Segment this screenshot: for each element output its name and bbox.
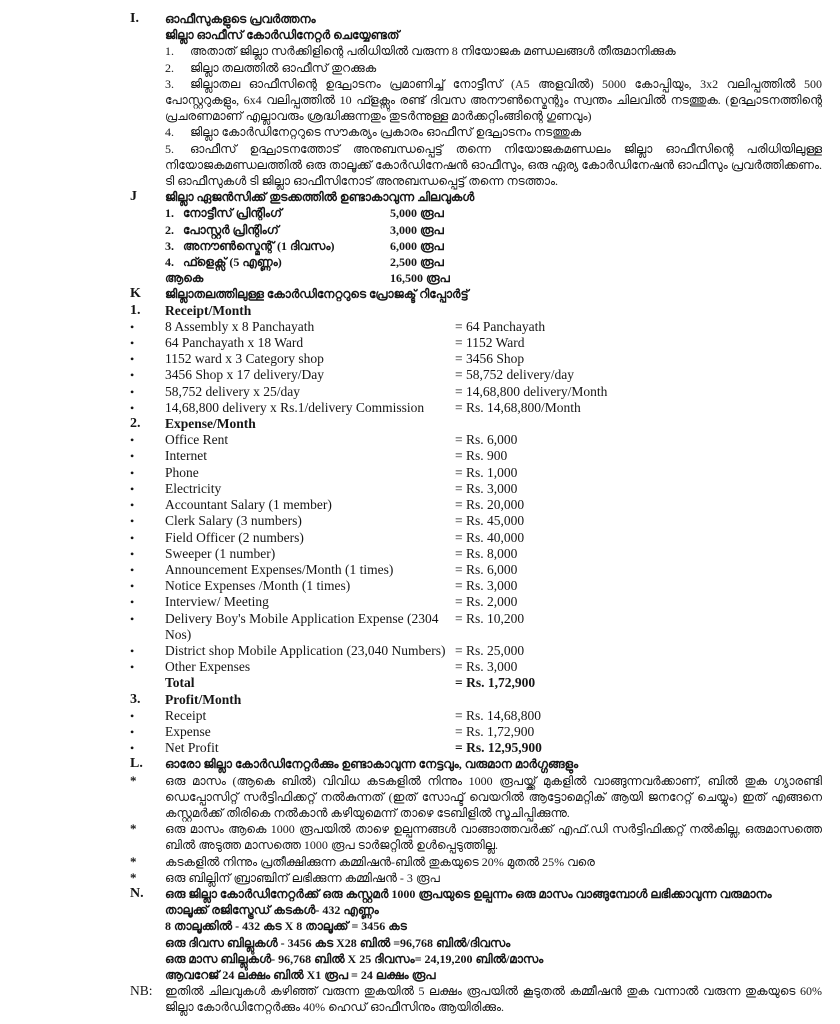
item-amount: 3,000 രൂപ (390, 222, 444, 237)
item-number: 2. (165, 60, 174, 75)
note-text: ഒരു ബില്ലിന് ബ്രാഞ്ചിന് ലഭിക്കുന്ന കമ്മിഷൻ - 3 രൂപ (165, 870, 440, 885)
row-label: 58,752 delivery x 25/day (165, 383, 300, 399)
row-value: = Rs. 3,000 (455, 659, 518, 675)
row-label: Office Rent (165, 432, 229, 448)
profit-row (130, 708, 822, 724)
item-label: നോട്ടീസ് പ്രിന്റിംഗ് (183, 206, 282, 221)
numbered-item (165, 141, 822, 190)
total-value: = Rs. 1,72,900 (455, 675, 536, 691)
calc-line: ഒരു മാസ ബില്ലുകൾ- 96,768 ബിൽ X 25 ദിവസം= 24,19,200 ബിൽ/മാസം (165, 951, 544, 966)
row-value: = Rs. 45,000 (455, 513, 525, 529)
bullet-icon: • (130, 352, 135, 367)
expense-row (130, 448, 822, 464)
expense-row (130, 562, 822, 578)
row-value: = Rs. 12,95,900 (455, 740, 542, 756)
row-value: = Rs. 40,000 (455, 529, 525, 545)
row-value: = 58,752 delivery/day (455, 367, 574, 383)
bullet-icon: • (130, 400, 135, 415)
bullet-icon: • (130, 611, 135, 626)
row-value: = Rs. 3,000 (455, 578, 518, 594)
row-value: = Rs. 8,000 (455, 545, 518, 561)
row-label: 8 Assembly x 8 Panchayath (165, 318, 315, 334)
row-label: Internet (165, 448, 207, 464)
profit-heading (130, 692, 822, 708)
section-k-heading (130, 286, 822, 302)
row-value: = 14,68,800 delivery/Month (455, 383, 608, 399)
expense-row (130, 530, 822, 546)
item-number: 1. (165, 44, 174, 59)
item-text: ജില്ലാ തലത്തിൽ ഓഫീസ് തുറക്കുക (190, 60, 377, 75)
calc-line: താലൂക്ക് രജിസ്ട്രേഡ് കടകൾ- 432 എണ്ണം (165, 903, 379, 918)
expense-marker: 2. (130, 416, 141, 432)
row-value: = Rs. 1,000 (455, 464, 518, 480)
expense-row (130, 578, 822, 594)
nb-note (130, 983, 822, 1015)
numbered-item (165, 76, 822, 125)
receipt-row (130, 319, 822, 335)
row-value: = Rs. 1,72,900 (455, 723, 535, 739)
row-label: District shop Mobile Application (23,040 Numbers) (165, 642, 446, 658)
bullet-icon: • (130, 708, 135, 723)
expense-row (130, 546, 822, 562)
bullet-icon: • (130, 368, 135, 383)
total-amount: 16,500 രൂപ (390, 271, 450, 286)
receipt-row (130, 367, 822, 383)
section-n-heading (130, 886, 822, 902)
section-l-title: ഓരോ ജില്ലാ കോർഡിനേറ്റർക്കും ഉണ്ടാകാവുന്ന നേട്ടവും, വരുമാന മാർഗ്ഗങ്ങളും (165, 757, 579, 772)
note-text: കടകളിൽ നിന്നും പ്രതീക്ഷിക്കുന്ന കമ്മിഷൻ-ബിൽ തുകയുടെ 20% മുതൽ 25% വരെ (165, 854, 595, 869)
bullet-icon: • (130, 724, 135, 739)
row-value: = Rs. 14,68,800 (455, 707, 541, 723)
row-label: Other Expenses (165, 659, 251, 675)
cost-item (165, 254, 822, 270)
item-number: 4. (165, 255, 174, 270)
note-item (130, 854, 822, 870)
total-label: ആകെ (165, 271, 204, 286)
bullet-icon: • (130, 498, 135, 513)
expense-row (130, 659, 822, 675)
receipt-row (130, 384, 822, 400)
expense-row (130, 594, 822, 610)
cost-item (165, 222, 822, 238)
item-amount: 6,000 രൂപ (390, 238, 444, 253)
row-value: = Rs. 6,000 (455, 561, 518, 577)
bullet-icon: • (130, 481, 135, 496)
row-label: 3456 Shop x 17 delivery/Day (165, 367, 324, 383)
row-label: 1152 ward x 3 Category shop (165, 351, 324, 367)
bullet-icon: • (130, 433, 135, 448)
bullet-icon: • (130, 660, 135, 675)
row-value: = 3456 Shop (455, 351, 525, 367)
expense-heading (130, 416, 822, 432)
bullet-icon: • (130, 595, 135, 610)
asterisk-icon: * (130, 821, 137, 837)
numbered-item (165, 43, 822, 59)
bullet-icon: • (130, 741, 135, 756)
receipt-row (130, 351, 822, 367)
bullet-icon: • (130, 465, 135, 480)
net-profit-row (130, 740, 822, 756)
row-value: = Rs. 6,000 (455, 432, 518, 448)
row-label: Receipt (165, 707, 207, 723)
nb-marker: NB: (130, 983, 153, 999)
calc-line: ആവറേജ് 24 ലക്ഷം ബിൽ X1 രൂപ = 24 ലക്ഷം രൂപ (165, 967, 436, 982)
cost-item (165, 238, 822, 254)
expense-row (130, 643, 822, 659)
section-j-marker: J (130, 189, 137, 205)
section-l-heading (130, 756, 822, 772)
item-text: ജില്ലാ കോർഡിനേറ്ററുടെ സൗകര്യം പ്രകാരം ഓഫീസ് ഉദ്ഘാടനം നടത്തുക (190, 125, 582, 140)
row-label: Announcement Expenses/Month (1 times) (165, 561, 394, 577)
row-label: Delivery Boy's Mobile Application Expense (2304 Nos) (165, 610, 439, 642)
section-i-subtitle-row (165, 27, 822, 43)
receipt-heading (130, 303, 822, 319)
expense-row (130, 513, 822, 529)
item-label: അനൗൺസ്മെന്റ് (1 ദിവസം) (183, 238, 335, 253)
total-label: Total (165, 675, 195, 691)
note-text: ഒരു മാസം (ആകെ ബിൽ) വിവിധ കടകളിൽ നിന്നും 1000 രൂപയ്ക്ക് മുകളിൽ വാങ്ങുന്നവർക്കാണ്, ബിൽ തുക ഗ്യാരണ്ടി ഡെപ്പോസിറ്റ് സർട്ടിഫിക്കറ്റ് നൽകുന്നത് (ഇത് സോഫ്ട് വെയറിൽ ആട്ടോമെറ്റിക് ആയി ജനറേറ്റ് ചെയ്യും) ഇത് എങ്ങനെ കസ്റ്റമർക്ക് തിരികെ നൽകാൻ കഴിയുമെന്ന് താഴെ ടേബിളിൽ സൂചിപ്പിക്കുന്നു. (165, 773, 822, 820)
row-value: = Rs. 25,000 (455, 642, 525, 658)
bullet-icon: • (130, 562, 135, 577)
bullet-icon: • (130, 579, 135, 594)
asterisk-icon: * (130, 869, 137, 885)
row-label: Notice Expenses /Month (1 times) (165, 578, 351, 594)
profit-title: Profit/Month (165, 691, 242, 707)
item-number: 5. (165, 141, 174, 156)
section-i-marker: I. (130, 11, 139, 26)
bullet-spacer (130, 675, 165, 691)
asterisk-icon: * (130, 853, 137, 869)
expense-row (130, 465, 822, 481)
row-label: Accountant Salary (1 member) (165, 497, 332, 513)
receipt-row (130, 400, 822, 416)
item-label: ഫ്ളെക്സ് (5 എണ്ണം) (183, 255, 282, 270)
expense-row (130, 432, 822, 448)
section-j-heading (130, 189, 822, 205)
expense-total-row (130, 675, 822, 691)
numbered-item (165, 124, 822, 140)
section-i-title: ഓഫീസുകളുടെ പ്രവർത്തനം (165, 12, 316, 26)
bullet-icon: • (130, 643, 135, 658)
item-number: 1. (165, 206, 174, 221)
section-n-title: ഒരു ജില്ലാ കോർഡിനേറ്റർക്ക് ഒരു കസ്റ്റമർ 1000 രൂപയുടെ ഉല്പന്നം ഒരു മാസം വാങ്ങുമ്പോൾ ലഭിക്കാവുന്ന വരുമാനം (165, 886, 772, 901)
profit-row (130, 724, 822, 740)
note-text: ഒരു മാസം ആകെ 1000 രൂപയിൽ താഴെ ഉല്പന്നങ്ങൾ വാങ്ങാത്തവർക്ക് എഫ്.ഡി സർട്ടിഫിക്കറ്റ് നൽകില്ല, ഒരുമാസത്തെ ബിൽ അടുത്ത മാസത്തെ 1000 രൂപ ടാർജറ്റിൽ ഉൾപ്പെടുത്തില്ല. (165, 822, 822, 853)
item-text: അതാത് ജില്ലാ സർക്കിളിന്റെ പരിധിയിൽ വരുന്ന 8 നിയോജക മണ്ഡലങ്ങൾ തീരുമാനിക്കുക (190, 44, 676, 59)
row-label: Sweeper (1 number) (165, 545, 276, 561)
row-label: 64 Panchayath x 18 Ward (165, 335, 304, 351)
row-value: = 64 Panchayath (455, 318, 546, 334)
profit-marker: 3. (130, 691, 141, 707)
row-label: Phone (165, 464, 199, 480)
item-label: പോസ്റ്റർ പ്രിന്റിംഗ് (183, 222, 279, 237)
row-label: Clerk Salary (3 numbers) (165, 513, 302, 529)
bullet-icon: • (130, 449, 135, 464)
bullet-icon: • (130, 336, 135, 351)
row-value: = Rs. 14,68,800/Month (455, 399, 581, 415)
receipt-marker: 1. (130, 302, 141, 318)
row-label: Field Officer (2 numbers) (165, 529, 304, 545)
row-value: = Rs. 10,200 (455, 610, 525, 626)
item-text: ഓഫീസ് ഉദ്ഘാടനത്തോട് അനുബന്ധപ്പെട്ട് തന്നെ നിയോജകമണ്ഡലം ജില്ലാ ഓഫീസിന്റെ പരിധിയിലുള്ള നിയോജകമണ്ഡലത്തിൽ ഒരു താലൂക്ക് കോർഡിനേഷൻ ഓഫീസും, ഒരു ഏര്യ കോർഡിനേഷൻ ഓഫീസും പ്രവർത്തിക്കണം. ടി ഓഫീസുകൾ ടി ജില്ലാ ഓഫീസിനോട് അനുബന്ധപ്പെട്ട് തന്നെ നടത്താം. (165, 141, 822, 189)
row-value: = Rs. 2,000 (455, 594, 518, 610)
numbered-item (165, 60, 822, 76)
item-number: 3. (165, 238, 174, 253)
nb-text: ഇതിൽ ചിലവുകൾ കഴിഞ്ഞ് വരുന്ന തുകയിൽ 5 ലക്ഷം രൂപയിൽ കൂടുതൽ കമ്മീഷൻ തുക വന്നാൽ വരുന്ന തുകയുടെ 60% ജില്ലാ കോർഡിനേറ്റർക്കും 40% ഹെഡ് ഓഫീസിനും ആയിരിക്കും. (165, 984, 822, 1015)
bullet-icon: • (130, 530, 135, 545)
section-l-marker: L. (130, 756, 143, 772)
expense-row (130, 611, 822, 643)
row-value: = Rs. 900 (455, 448, 508, 464)
item-number: 4. (165, 125, 174, 140)
row-label: Electricity (165, 480, 222, 496)
section-i-heading (130, 11, 822, 27)
section-k-marker: K (130, 286, 141, 302)
expense-row (130, 481, 822, 497)
row-label: Expense (165, 723, 211, 739)
section-k-title: ജില്ലാതലത്തിലുള്ള കോർഡിനേറ്ററുടെ പ്രോജക്ട് റിപ്പോർട്ട് (165, 287, 469, 302)
note-item (130, 821, 822, 853)
item-number: 3. (165, 76, 174, 91)
asterisk-icon: * (130, 772, 137, 788)
calc-line: ഒരു ദിവസ ബില്ലുകൾ - 3456 കട X28 ബിൽ =96,768 ബിൽ/ദിവസം (165, 935, 511, 950)
section-n-marker: N. (130, 885, 144, 901)
row-label: Net Profit (165, 740, 219, 756)
row-value: = Rs. 20,000 (455, 497, 525, 513)
item-amount: 5,000 രൂപ (390, 206, 444, 221)
receipt-row (130, 335, 822, 351)
note-item (130, 773, 822, 822)
row-value: = Rs. 3,000 (455, 480, 518, 496)
cost-total-row (165, 270, 822, 286)
bullet-icon: • (130, 384, 135, 399)
receipt-title: Receipt/Month (165, 302, 252, 318)
expense-title: Expense/Month (165, 416, 256, 432)
bullet-icon: • (130, 546, 135, 561)
item-number: 2. (165, 222, 174, 237)
row-label: 14,68,800 delivery x Rs.1/delivery Commission (165, 399, 425, 415)
row-value: = 1152 Ward (455, 335, 525, 351)
note-item (130, 870, 822, 886)
section-i-subtitle: ജില്ലാ ഓഫീസ് കോർഡിനേറ്റർ ചെയ്യേണ്ടത് (165, 28, 400, 43)
cost-item (165, 205, 822, 221)
row-label: Interview/ Meeting (165, 594, 269, 610)
bullet-icon: • (130, 514, 135, 529)
calc-line: 8 താലൂക്കിൽ - 432 കട X 8 താലൂക്ക് = 3456 കട (165, 919, 407, 934)
bullet-icon: • (130, 319, 135, 334)
item-text: ജില്ലാതല ഓഫീസിന്റെ ഉദ്ഘാടനം പ്രമാണിച്ച് നോട്ടീസ് (A5 അളവിൽ) 5000 കോപ്പിയും, 3x2 വലിപ്പത്തിൽ 500 പോസ്റ്ററുകളും, 6x4 വലിപ്പത്തിൽ 10 ഫ്ളക്സും രണ്ട് ദിവസ അനൗൺസ്മെന്റും സ്വന്തം ചിലവിൽ നടത്തുക. (ഉദ്ഘാടനത്തിന്റെ പ്രചരണമാണ് എല്ലാവരും ശ്രദ്ധിക്കുന്നതും തുടർന്നുള്ള മാർക്കറ്റിംങ്ങിന്റെ ഗുണവും) (165, 76, 822, 124)
expense-row (130, 497, 822, 513)
section-j-title: ജില്ലാ ഏജൻസിക്ക് തുടക്കത്തിൽ ഉണ്ടാകാവുന്ന ചിലവുകൾ (165, 190, 475, 205)
item-amount: 2,500 രൂപ (390, 255, 444, 270)
